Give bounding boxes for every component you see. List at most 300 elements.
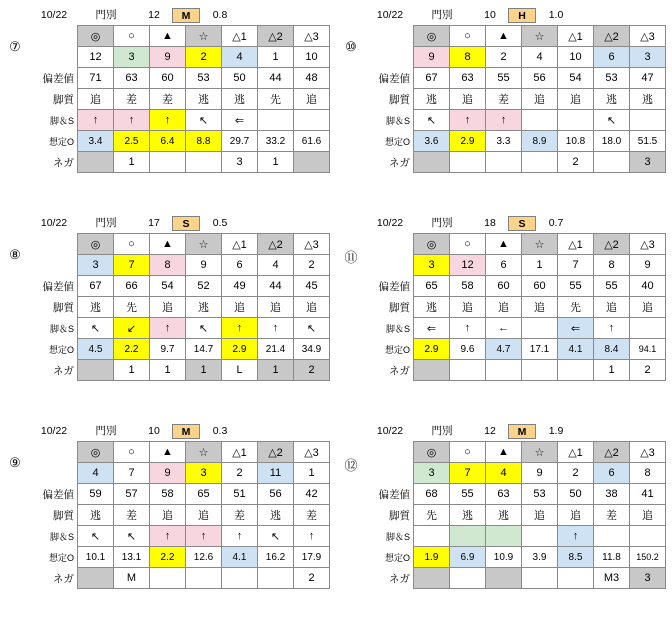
leg-s-6 (630, 318, 666, 339)
table-row-leg-s (30, 526, 330, 547)
rank-2: 8 (150, 255, 186, 276)
header-date: 10/22 (40, 425, 68, 437)
col-header-4: △1 (222, 234, 258, 255)
col-header-0: ◎ (78, 26, 114, 47)
panel-index: ⑨ (9, 455, 21, 470)
nega-4 (558, 568, 594, 589)
rank-2: 6 (486, 255, 522, 276)
leg-s-4: ⇐ (558, 318, 594, 339)
table-row-nega (30, 152, 330, 173)
leg-s-2: ← (486, 318, 522, 339)
leg-2: 逃 (486, 505, 522, 526)
leg-s-4: ⇐ (222, 110, 258, 131)
rank-6: 9 (630, 255, 666, 276)
leg-3: 逃 (186, 297, 222, 318)
table-row-expect (30, 131, 330, 152)
col-header-6: △3 (630, 234, 666, 255)
row-label-deviation: 偏差値 (30, 484, 78, 505)
deviation-6: 45 (294, 276, 330, 297)
nega-6: 2 (630, 360, 666, 381)
rank-3: 2 (186, 47, 222, 68)
table-row-deviation (366, 484, 666, 505)
table-row-rank (30, 463, 330, 484)
race-panel-5 (336, 416, 672, 624)
expect-2: 10.9 (486, 547, 522, 568)
row-label-leg-s: 脚＆S (30, 526, 78, 547)
leg-s-0: ⇐ (414, 318, 450, 339)
leg-2: 差 (150, 89, 186, 110)
leg-4: 差 (222, 505, 258, 526)
header-date: 10/22 (40, 217, 68, 229)
header-grade-badge: H (508, 8, 536, 23)
nega-1: 1 (114, 360, 150, 381)
row-label-rank (30, 47, 78, 68)
leg-s-3 (522, 110, 558, 131)
leg-s-5: ↖ (258, 526, 294, 547)
leg-4: 先 (558, 297, 594, 318)
leg-1: 差 (114, 505, 150, 526)
rank-4: 10 (558, 47, 594, 68)
deviation-0: 65 (414, 276, 450, 297)
table-row-leg-s (30, 318, 330, 339)
nega-5 (594, 152, 630, 173)
header-grade-badge: S (172, 216, 200, 231)
table-row-headers (30, 442, 330, 463)
leg-s-6: ↑ (294, 526, 330, 547)
col-header-5: △2 (258, 442, 294, 463)
col-header-1: ○ (114, 26, 150, 47)
leg-6: 逃 (630, 89, 666, 110)
table-row-headers (366, 442, 666, 463)
expect-2: 9.7 (150, 339, 186, 360)
nega-6 (294, 152, 330, 173)
leg-5: 追 (258, 297, 294, 318)
rank-1: 3 (114, 47, 150, 68)
expect-0: 2.9 (414, 339, 450, 360)
nega-2 (486, 568, 522, 589)
expect-2: 2.2 (150, 547, 186, 568)
header-grade-badge: M (172, 424, 200, 439)
expect-5: 11.8 (594, 547, 630, 568)
expect-5: 8.4 (594, 339, 630, 360)
leg-s-1: ↑ (450, 110, 486, 131)
table-row-nega (30, 568, 330, 589)
nega-4 (558, 360, 594, 381)
deviation-5: 38 (594, 484, 630, 505)
rank-2: 9 (150, 47, 186, 68)
row-label-expect: 想定O (366, 547, 414, 568)
rank-6: 1 (294, 463, 330, 484)
leg-s-2: ↑ (486, 110, 522, 131)
leg-s-0 (414, 526, 450, 547)
col-header-6: △3 (630, 26, 666, 47)
col-header-3: ☆ (522, 234, 558, 255)
leg-6: 追 (630, 505, 666, 526)
nega-4: L (222, 360, 258, 381)
deviation-1: 58 (450, 276, 486, 297)
header-grade-badge: M (172, 8, 200, 23)
col-header-4: △1 (222, 442, 258, 463)
row-label-empty (30, 442, 78, 463)
row-label-expect: 想定O (366, 339, 414, 360)
header-date: 10/22 (376, 9, 404, 21)
nega-3 (522, 152, 558, 173)
panel-header (368, 214, 672, 231)
rank-1: 12 (450, 255, 486, 276)
col-header-2: ▲ (486, 26, 522, 47)
expect-4: 29.7 (222, 131, 258, 152)
col-header-0: ◎ (414, 234, 450, 255)
rank-6: 10 (294, 47, 330, 68)
leg-s-4: ↑ (222, 526, 258, 547)
col-header-3: ☆ (186, 26, 222, 47)
leg-s-5 (258, 110, 294, 131)
nega-6: 2 (294, 568, 330, 589)
header-value: 0.5 (212, 217, 228, 229)
rank-5: 4 (258, 255, 294, 276)
leg-s-5: ↑ (258, 318, 294, 339)
row-label-leg: 脚質 (366, 297, 414, 318)
row-label-leg-s: 脚＆S (366, 110, 414, 131)
race-table (366, 233, 666, 381)
deviation-0: 71 (78, 68, 114, 89)
expect-3: 8.9 (522, 131, 558, 152)
race-panel-1 (336, 0, 672, 208)
deviation-4: 51 (222, 484, 258, 505)
nega-3 (522, 568, 558, 589)
panel-header (32, 214, 336, 231)
panel-index: ⑦ (9, 39, 21, 54)
leg-s-6: ↖ (294, 318, 330, 339)
col-header-3: ☆ (522, 442, 558, 463)
col-header-0: ◎ (78, 234, 114, 255)
table-row-leg-s (366, 110, 666, 131)
expect-3: 17.1 (522, 339, 558, 360)
leg-1: 追 (450, 89, 486, 110)
leg-s-3 (522, 318, 558, 339)
row-label-expect: 想定O (30, 547, 78, 568)
leg-s-4 (558, 110, 594, 131)
deviation-2: 54 (150, 276, 186, 297)
rank-0: 3 (78, 255, 114, 276)
leg-s-1: ↑ (114, 110, 150, 131)
header-race-no: 10 (484, 9, 496, 21)
row-label-nega: ネガ (30, 152, 78, 173)
row-label-deviation: 偏差値 (30, 276, 78, 297)
col-header-6: △3 (294, 442, 330, 463)
row-label-expect: 想定O (30, 131, 78, 152)
nega-1 (450, 568, 486, 589)
rank-5: 8 (594, 255, 630, 276)
table-row-rank (30, 47, 330, 68)
table-row-rank (366, 255, 666, 276)
col-header-0: ◎ (414, 442, 450, 463)
deviation-3: 52 (186, 276, 222, 297)
header-place: 門別 (95, 217, 117, 229)
col-header-2: ▲ (150, 442, 186, 463)
header-place: 門別 (431, 9, 453, 21)
expect-5: 16.2 (258, 547, 294, 568)
rank-0: 3 (414, 255, 450, 276)
rank-3: 9 (186, 255, 222, 276)
expect-6: 150.2 (630, 547, 666, 568)
leg-2: 追 (486, 297, 522, 318)
expect-1: 6.9 (450, 547, 486, 568)
leg-s-3: ↖ (186, 110, 222, 131)
rank-3: 3 (186, 463, 222, 484)
deviation-2: 63 (486, 484, 522, 505)
leg-5: 逃 (258, 505, 294, 526)
deviation-6: 42 (294, 484, 330, 505)
nega-0 (78, 360, 114, 381)
leg-s-2 (486, 526, 522, 547)
table-row-expect (366, 339, 666, 360)
panel-index: ⑩ (345, 39, 357, 54)
row-label-empty (30, 26, 78, 47)
race-panel-3 (336, 208, 672, 416)
nega-2 (486, 152, 522, 173)
col-header-4: △1 (558, 234, 594, 255)
leg-5: 差 (594, 505, 630, 526)
header-value: 1.9 (548, 425, 564, 437)
row-label-rank (30, 463, 78, 484)
nega-0 (78, 152, 114, 173)
leg-s-6 (294, 110, 330, 131)
row-label-leg-s: 脚＆S (366, 526, 414, 547)
deviation-3: 53 (522, 484, 558, 505)
header-place: 門別 (95, 425, 117, 437)
race-table (30, 233, 330, 381)
table-row-rank (30, 255, 330, 276)
expect-0: 10.1 (78, 547, 114, 568)
col-header-1: ○ (114, 442, 150, 463)
rank-0: 3 (414, 463, 450, 484)
nega-3: 1 (186, 360, 222, 381)
deviation-3: 53 (186, 68, 222, 89)
expect-3: 12.6 (186, 547, 222, 568)
deviation-0: 67 (78, 276, 114, 297)
header-value: 0.3 (212, 425, 228, 437)
rank-0: 4 (78, 463, 114, 484)
leg-s-6 (630, 526, 666, 547)
leg-1: 差 (114, 89, 150, 110)
nega-1 (450, 152, 486, 173)
rank-4: 2 (558, 463, 594, 484)
table-row-leg-s (366, 318, 666, 339)
col-header-2: ▲ (150, 26, 186, 47)
expect-4: 4.1 (558, 339, 594, 360)
header-date: 10/22 (40, 9, 68, 21)
table-row-deviation (30, 68, 330, 89)
table-row-leg-s (30, 110, 330, 131)
leg-6: 追 (294, 89, 330, 110)
table-row-deviation (366, 68, 666, 89)
rank-3: 1 (522, 255, 558, 276)
nega-3 (186, 152, 222, 173)
race-table (30, 25, 330, 173)
leg-2: 追 (150, 505, 186, 526)
leg-4: 追 (558, 89, 594, 110)
expect-6: 61.6 (294, 131, 330, 152)
leg-1: 先 (114, 297, 150, 318)
header-place: 門別 (431, 217, 453, 229)
nega-0 (414, 152, 450, 173)
deviation-0: 68 (414, 484, 450, 505)
leg-1: 逃 (450, 505, 486, 526)
nega-0 (414, 568, 450, 589)
leg-6: 追 (294, 297, 330, 318)
expect-0: 3.6 (414, 131, 450, 152)
leg-s-0: ↑ (78, 110, 114, 131)
rank-4: 6 (222, 255, 258, 276)
leg-1: 追 (450, 297, 486, 318)
leg-s-4: ↑ (222, 318, 258, 339)
nega-2 (486, 360, 522, 381)
row-label-leg: 脚質 (30, 505, 78, 526)
header-date: 10/22 (376, 217, 404, 229)
deviation-5: 44 (258, 68, 294, 89)
nega-3 (186, 568, 222, 589)
table-row-nega (366, 360, 666, 381)
deviation-1: 63 (114, 68, 150, 89)
expect-6: 51.5 (630, 131, 666, 152)
expect-1: 9.6 (450, 339, 486, 360)
table-row-headers (366, 234, 666, 255)
rank-6: 8 (630, 463, 666, 484)
expect-2: 3.3 (486, 131, 522, 152)
leg-3: 追 (522, 89, 558, 110)
nega-6: 3 (630, 152, 666, 173)
row-label-nega: ネガ (366, 152, 414, 173)
nega-3 (522, 360, 558, 381)
leg-0: 逃 (414, 89, 450, 110)
row-label-leg: 脚質 (30, 89, 78, 110)
leg-2: 差 (486, 89, 522, 110)
table-row-leg (366, 89, 666, 110)
row-label-leg-s: 脚＆S (30, 318, 78, 339)
rank-0: 12 (78, 47, 114, 68)
header-grade-badge: M (508, 424, 536, 439)
expect-0: 4.5 (78, 339, 114, 360)
row-label-empty (30, 234, 78, 255)
col-header-1: ○ (450, 26, 486, 47)
deviation-3: 56 (522, 68, 558, 89)
table-row-leg (30, 505, 330, 526)
table-row-leg (30, 89, 330, 110)
deviation-2: 58 (150, 484, 186, 505)
panel-header (32, 6, 336, 23)
leg-6: 追 (630, 297, 666, 318)
nega-1: M (114, 568, 150, 589)
leg-0: 先 (414, 505, 450, 526)
row-label-rank (366, 255, 414, 276)
rank-2: 2 (486, 47, 522, 68)
row-label-nega: ネガ (30, 360, 78, 381)
col-header-4: △1 (222, 26, 258, 47)
leg-3: 追 (186, 505, 222, 526)
deviation-3: 60 (522, 276, 558, 297)
rank-1: 7 (114, 255, 150, 276)
deviation-4: 55 (558, 276, 594, 297)
row-label-expect: 想定O (366, 131, 414, 152)
leg-3: 追 (522, 297, 558, 318)
header-value: 1.0 (548, 9, 564, 21)
row-label-deviation: 偏差値 (366, 68, 414, 89)
nega-2 (150, 152, 186, 173)
panel-index: ⑫ (344, 458, 358, 473)
deviation-6: 40 (630, 276, 666, 297)
leg-5: 逃 (594, 89, 630, 110)
leg-s-3: ↑ (186, 526, 222, 547)
expect-0: 3.4 (78, 131, 114, 152)
nega-5: 1 (594, 360, 630, 381)
expect-0: 1.9 (414, 547, 450, 568)
table-row-nega (366, 568, 666, 589)
col-header-5: △2 (594, 26, 630, 47)
row-label-leg-s: 脚＆S (366, 318, 414, 339)
deviation-4: 50 (558, 484, 594, 505)
nega-4: 2 (558, 152, 594, 173)
table-row-deviation (30, 276, 330, 297)
nega-6: 3 (630, 568, 666, 589)
header-race-no: 18 (484, 217, 496, 229)
expect-5: 18.0 (594, 131, 630, 152)
row-label-nega: ネガ (366, 568, 414, 589)
nega-5: 1 (258, 360, 294, 381)
nega-2 (150, 568, 186, 589)
expect-1: 13.1 (114, 547, 150, 568)
leg-0: 追 (78, 89, 114, 110)
panel-header (32, 422, 336, 439)
leg-s-1: ↖ (114, 526, 150, 547)
expect-6: 17.9 (294, 547, 330, 568)
leg-4: 追 (222, 297, 258, 318)
expect-1: 2.9 (450, 131, 486, 152)
col-header-3: ☆ (186, 234, 222, 255)
row-label-empty (366, 442, 414, 463)
rank-4: 7 (558, 255, 594, 276)
row-label-leg-s: 脚＆S (30, 110, 78, 131)
deviation-6: 48 (294, 68, 330, 89)
deviation-5: 55 (594, 276, 630, 297)
race-table (366, 25, 666, 173)
col-header-2: ▲ (486, 442, 522, 463)
nega-0 (414, 360, 450, 381)
rank-1: 7 (450, 463, 486, 484)
table-row-expect (366, 131, 666, 152)
header-place: 門別 (95, 9, 117, 21)
col-header-6: △3 (294, 234, 330, 255)
col-header-5: △2 (594, 234, 630, 255)
expect-5: 33.2 (258, 131, 294, 152)
panel-header (368, 6, 672, 23)
expect-3: 14.7 (186, 339, 222, 360)
leg-s-0: ↖ (78, 526, 114, 547)
panel-header (368, 422, 672, 439)
deviation-0: 59 (78, 484, 114, 505)
deviation-2: 55 (486, 68, 522, 89)
leg-3: 逃 (186, 89, 222, 110)
deviation-4: 50 (222, 68, 258, 89)
row-label-nega: ネガ (30, 568, 78, 589)
col-header-1: ○ (450, 234, 486, 255)
row-label-empty (366, 26, 414, 47)
row-label-empty (366, 234, 414, 255)
col-header-3: ☆ (522, 26, 558, 47)
col-header-6: △3 (294, 26, 330, 47)
row-label-rank (30, 255, 78, 276)
rank-1: 8 (450, 47, 486, 68)
